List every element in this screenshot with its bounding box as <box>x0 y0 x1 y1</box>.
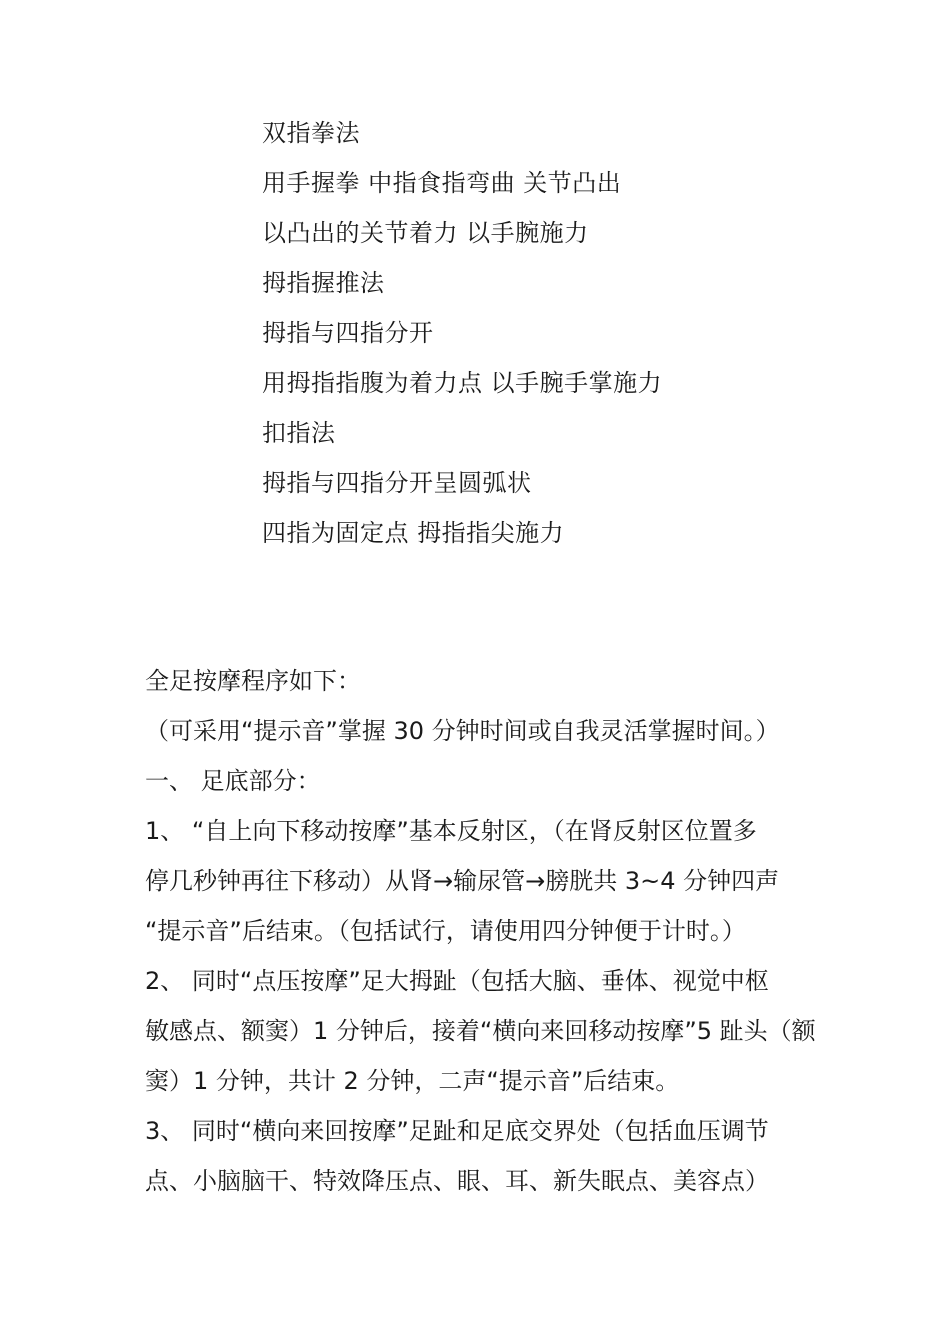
step-line: 1、 “自上向下移动按摩”基本反射区，（在肾反射区位置多 <box>145 817 757 845</box>
procedure-title: 全足按摩程序如下： <box>145 667 361 695</box>
technique-description: 用拇指指腹为着力点 以手腕手掌施力 <box>262 369 663 397</box>
step-line: 窦）1 分钟，共计 2 分钟，二声“提示音”后结束。 <box>145 1067 680 1095</box>
technique-description: 拇指与四指分开呈圆弧状 <box>262 469 532 497</box>
massage-technique-list <box>262 112 882 562</box>
technique-description: 拇指与四指分开 <box>262 319 434 347</box>
technique-description: 用手握拳 中指食指弯曲 关节凸出 <box>262 169 622 197</box>
procedure-note: （可采用“提示音”掌握 30 分钟时间或自我灵活掌握时间。） <box>145 717 780 745</box>
section-heading: 一、 足底部分： <box>145 767 321 795</box>
step-line: 3、 同时“横向来回按摩”足趾和足底交界处（包括血压调节 <box>145 1117 769 1145</box>
technique-name: 扣指法 <box>262 419 336 447</box>
step-line: 敏感点、额窦）1 分钟后，接着“横向来回移动按摩”5 趾头（额 <box>145 1017 816 1045</box>
step-line: 点、小脑脑干、特效降压点、眼、耳、新失眠点、美容点） <box>145 1167 769 1195</box>
step-line: 2、 同时“点压按摩”足大拇趾（包括大脑、垂体、视觉中枢 <box>145 967 769 995</box>
step-line: “提示音”后结束。（包括试行，请使用四分钟便于计时。） <box>145 917 746 945</box>
step-line: 停几秒钟再往下移动）从肾→输尿管→膀胱共 3~4 分钟四声 <box>145 867 780 895</box>
technique-name: 拇指握推法 <box>262 269 385 297</box>
technique-description: 以凸出的关节着力 以手腕施力 <box>262 219 589 247</box>
technique-description: 四指为固定点 拇指指尖施力 <box>262 519 565 547</box>
technique-name: 双指拳法 <box>262 119 360 147</box>
full-foot-procedure <box>145 656 815 1206</box>
